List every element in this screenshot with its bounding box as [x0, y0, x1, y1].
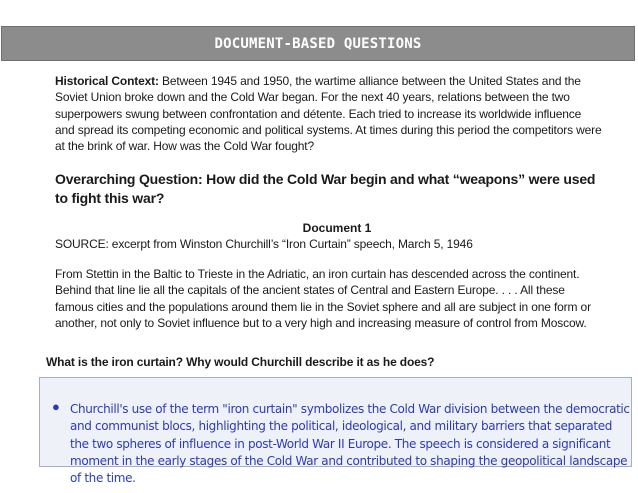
title-bar — [1, 26, 635, 61]
document-excerpt: From Stettin in the Baltic to Trieste in the Adriatic, an iron curtain has descended across the continent. Behind that line lie all the capitals of the ancient states of Central and Eastern Europe. . . . All these famous cities and the populations around them lie in the Soviet sphere and all are subject in one form or another, not only to Soviet influence but to a very high and increasing measure of control from Moscow. — [55, 267, 591, 330]
document-source: SOURCE: excerpt from Winston Churchill’s “Iron Curtain” speech, March 5, 1946 — [55, 237, 473, 251]
historical-context-text: Between 1945 and 1950, the wartime alliance between the United States and the Soviet Union broke down and the Cold War began. For the next 40 years, relations between the two superpowers swung between confrontation and détente. Each tried to increase its worldwide influence and spread its competing economic and political systems. At times during this period the competitors were at the brink of war. How was the Cold War fought? — [55, 74, 602, 154]
answer-box[interactable] — [39, 377, 632, 486]
document-heading: Document 1 — [302, 221, 372, 235]
historical-context-label: Historical Context: — [55, 74, 159, 88]
page-title: DOCUMENT-BASED QUESTIONS — [214, 35, 422, 52]
overarching-question: Overarching Question: How did the Cold War begin and what “weapons” were used to fight this war? — [55, 171, 596, 206]
bullet-icon: ● — [52, 399, 60, 414]
answer-text[interactable]: Churchill's use of the term "iron curtain" symbolizes the Cold War division between the democratic and communist blocs, highlighting the political, ideological, and military barriers that separated the two spheres of influence in post-World War II Europe. The speech is considered a significant moment in the early stages of the Cold War and contributed to shaping the geopolitical landscape of the time. — [70, 402, 630, 486]
document-question: What is the iron curtain? Why would Churchill describe it as he does? — [46, 355, 435, 369]
historical-context — [55, 73, 603, 154]
